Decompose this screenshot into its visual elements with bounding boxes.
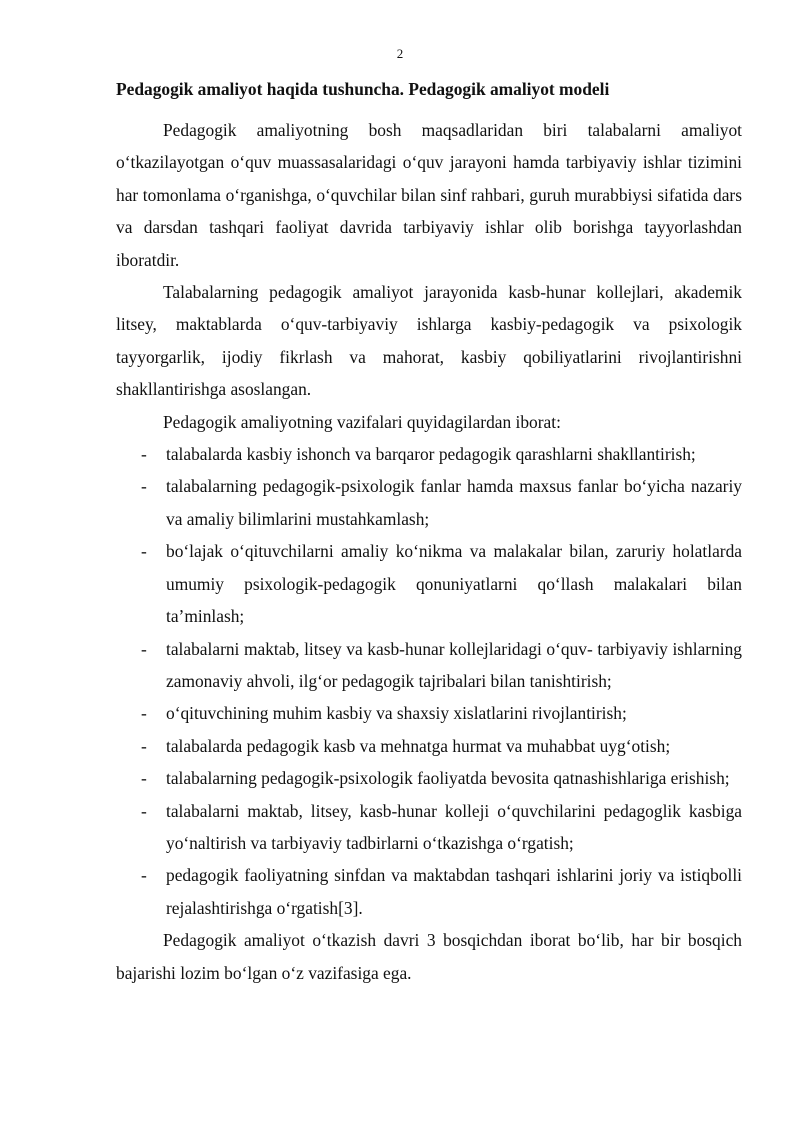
bullet-dash: - — [141, 444, 147, 465]
paragraph-goals: Pedagogik amaliyotning bosh maqsadlaridan biri talabalarni amaliyot o‘tkazilayotgan o‘quv muassasalaridagi o‘quv jarayoni hamda tarbiyaviy ishlar tizimini har tomonlama o‘rganishga, o‘quvchilar bilan sinf rahbari, guruh murabbiysi sifatida dars va darsdan tashqari faoliyat davrida tarbiyaviy ishlar olib borishga tayyorlashdan iboratdir. — [116, 120, 742, 270]
list-item-text: o‘qituvchining muhim kasbiy va shaxsiy xislatlarini rivojlantirish; — [166, 703, 627, 724]
bullet-dash: - — [141, 865, 147, 886]
tasks-list — [116, 438, 742, 924]
page-number: 2 — [396, 46, 404, 61]
list-item-text: talabalarning pedagogik-psixologik faoliyatda bevosita qatnashishlariga erishish; — [166, 768, 730, 789]
list-item — [116, 859, 742, 924]
list-item — [116, 730, 742, 762]
bullet-dash: - — [141, 735, 147, 756]
list-item-text: talabalarda kasbiy ishonch va barqaror pedagogik qarashlarni shakllantirish; — [166, 444, 696, 465]
list-item — [116, 438, 742, 470]
paragraph-tasks-intro: Pedagogik amaliyotning vazifalari quyidagilardan iborat: — [163, 411, 561, 432]
bullet-dash: - — [141, 638, 147, 659]
document-body — [116, 76, 742, 989]
list-item-text: talabalarni maktab, litsey va kasb-hunar kollejlaridagi o‘quv- tarbiyaviy ishlarning zamonaviy ahvoli, ilg‘or pedagogik tajribalari bilan tanishtirish; — [166, 638, 742, 691]
list-item-text: talabalarda pedagogik kasb va mehnatga hurmat va muhabbat uyg‘otish; — [166, 735, 671, 756]
list-item — [116, 762, 742, 794]
list-item — [116, 535, 742, 632]
list-item — [116, 470, 742, 535]
list-item-text: talabalarning pedagogik-psixologik fanlar hamda maxsus fanlar bo‘yicha nazariy va amaliy bilimlarini mustahkamlash; — [166, 476, 742, 529]
list-item-text: talabalarni maktab, litsey, kasb-hunar kolleji o‘quvchilarini pedagoglik kasbiga yo‘naltirish va tarbiyaviy tadbirlarni o‘tkazishga o‘rgatish; — [166, 800, 742, 853]
paragraph-basis: Talabalarning pedagogik amaliyot jarayonida kasb-hunar kollejlari, akademik litsey, maktablarda o‘quv-tarbiyaviy ishlarga kasbiy-pedagogik va psixologik tayyorgarlik, ijodiy fikrlash va mahorat, kasbiy qobiliyatlarini rivojlantirishni shakllantirishga asoslangan. — [116, 282, 742, 400]
bullet-dash: - — [141, 768, 147, 789]
list-item-text: pedagogik faoliyatning sinfdan va maktabdan tashqari ishlarini joriy va istiqbolli rejalashtirishga o‘rgatish[3]. — [166, 865, 742, 918]
bullet-dash: - — [141, 703, 147, 724]
list-item — [116, 697, 742, 729]
paragraph-stages: Pedagogik amaliyot o‘tkazish davri 3 bosqichdan iborat bo‘lib, har bir bosqich bajarishi lozim bo‘lgan o‘z vazifasiga ega. — [116, 930, 742, 983]
list-item — [116, 633, 742, 698]
section-title: Pedagogik amaliyot haqida tushuncha. Pedagogik amaliyot modeli — [116, 79, 610, 99]
bullet-dash: - — [141, 541, 147, 562]
list-item-text: bo‘lajak o‘qituvchilarni amaliy ko‘nikma va malakalar bilan, zaruriy holatlarda umumiy psixologik-pedagogik qonuniyatlarni qo‘llash malakalari bilan ta’minlash; — [166, 541, 742, 627]
bullet-dash: - — [141, 800, 147, 821]
list-item — [116, 795, 742, 860]
bullet-dash: - — [141, 476, 147, 497]
